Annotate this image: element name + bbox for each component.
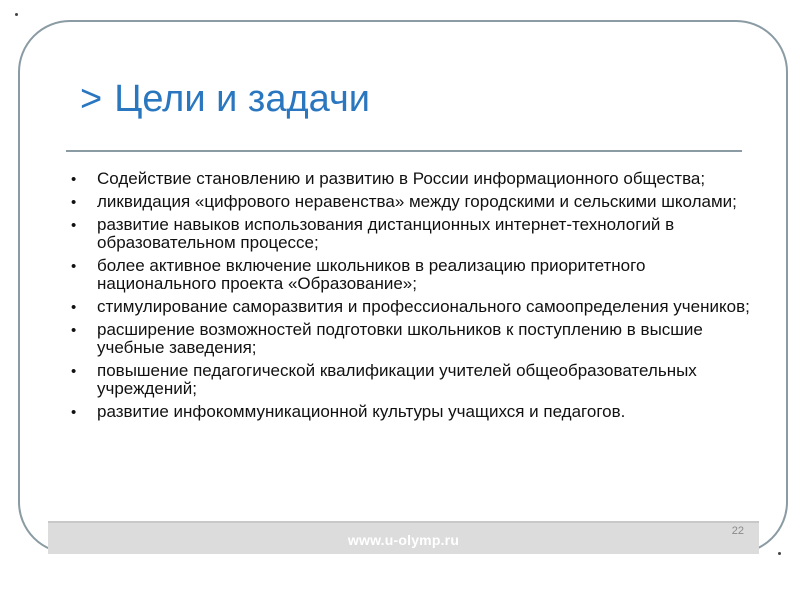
list-item: [70, 193, 760, 211]
footer-band: [48, 521, 759, 554]
bullet-icon: •: [71, 299, 77, 316]
footer-url: www.u-olymp.ru: [347, 532, 460, 548]
list-item: [70, 403, 760, 421]
list-item-text: Содействие становлению и развитию в России информационного общества;: [97, 169, 706, 188]
list-item: [70, 216, 760, 252]
title-divider: [66, 150, 742, 152]
title-arrow-icon: >: [80, 78, 103, 120]
corner-dot: [15, 13, 18, 16]
bullet-icon: •: [71, 404, 77, 421]
bullet-icon: •: [71, 171, 77, 188]
list-item: [70, 257, 760, 293]
list-item: [70, 321, 760, 357]
list-item-text: повышение педагогической квалификации учителей общеобразовательных учреждений;: [97, 361, 697, 398]
bullet-icon: •: [71, 194, 77, 211]
goals-list: [70, 170, 760, 426]
hidden-title-fragment: Цели и: [626, 136, 678, 150]
list-item: [70, 362, 760, 398]
bullet-icon: •: [71, 363, 77, 380]
bullet-icon: •: [71, 322, 77, 339]
page-number: 22: [731, 525, 744, 537]
bullet-icon: •: [71, 217, 77, 234]
corner-dot: [778, 552, 781, 555]
slide-title: [80, 74, 370, 124]
list-item-text: расширение возможностей подготовки школьников к поступлению в высшие учебные заведения;: [97, 320, 703, 357]
list-item-text: развитие навыков использования дистанционных интернет-технологий в образовательном процессе;: [97, 215, 675, 252]
list-item: [70, 298, 760, 316]
list-item-text: более активное включение школьников в реализацию приоритетного национального проекта «Образование»;: [97, 256, 646, 293]
list-item: [70, 170, 760, 188]
list-item-text: ликвидация «цифрового неравенства» между городскими и сельскими школами;: [97, 192, 737, 211]
bullet-icon: •: [71, 258, 77, 275]
list-item-text: стимулирование саморазвития и профессионального самоопределения учеников;: [97, 297, 750, 316]
title-text: Цели и задачи: [114, 78, 370, 120]
list-item-text: развитие инфокоммуникационной культуры учащихся и педагогов.: [97, 402, 626, 421]
